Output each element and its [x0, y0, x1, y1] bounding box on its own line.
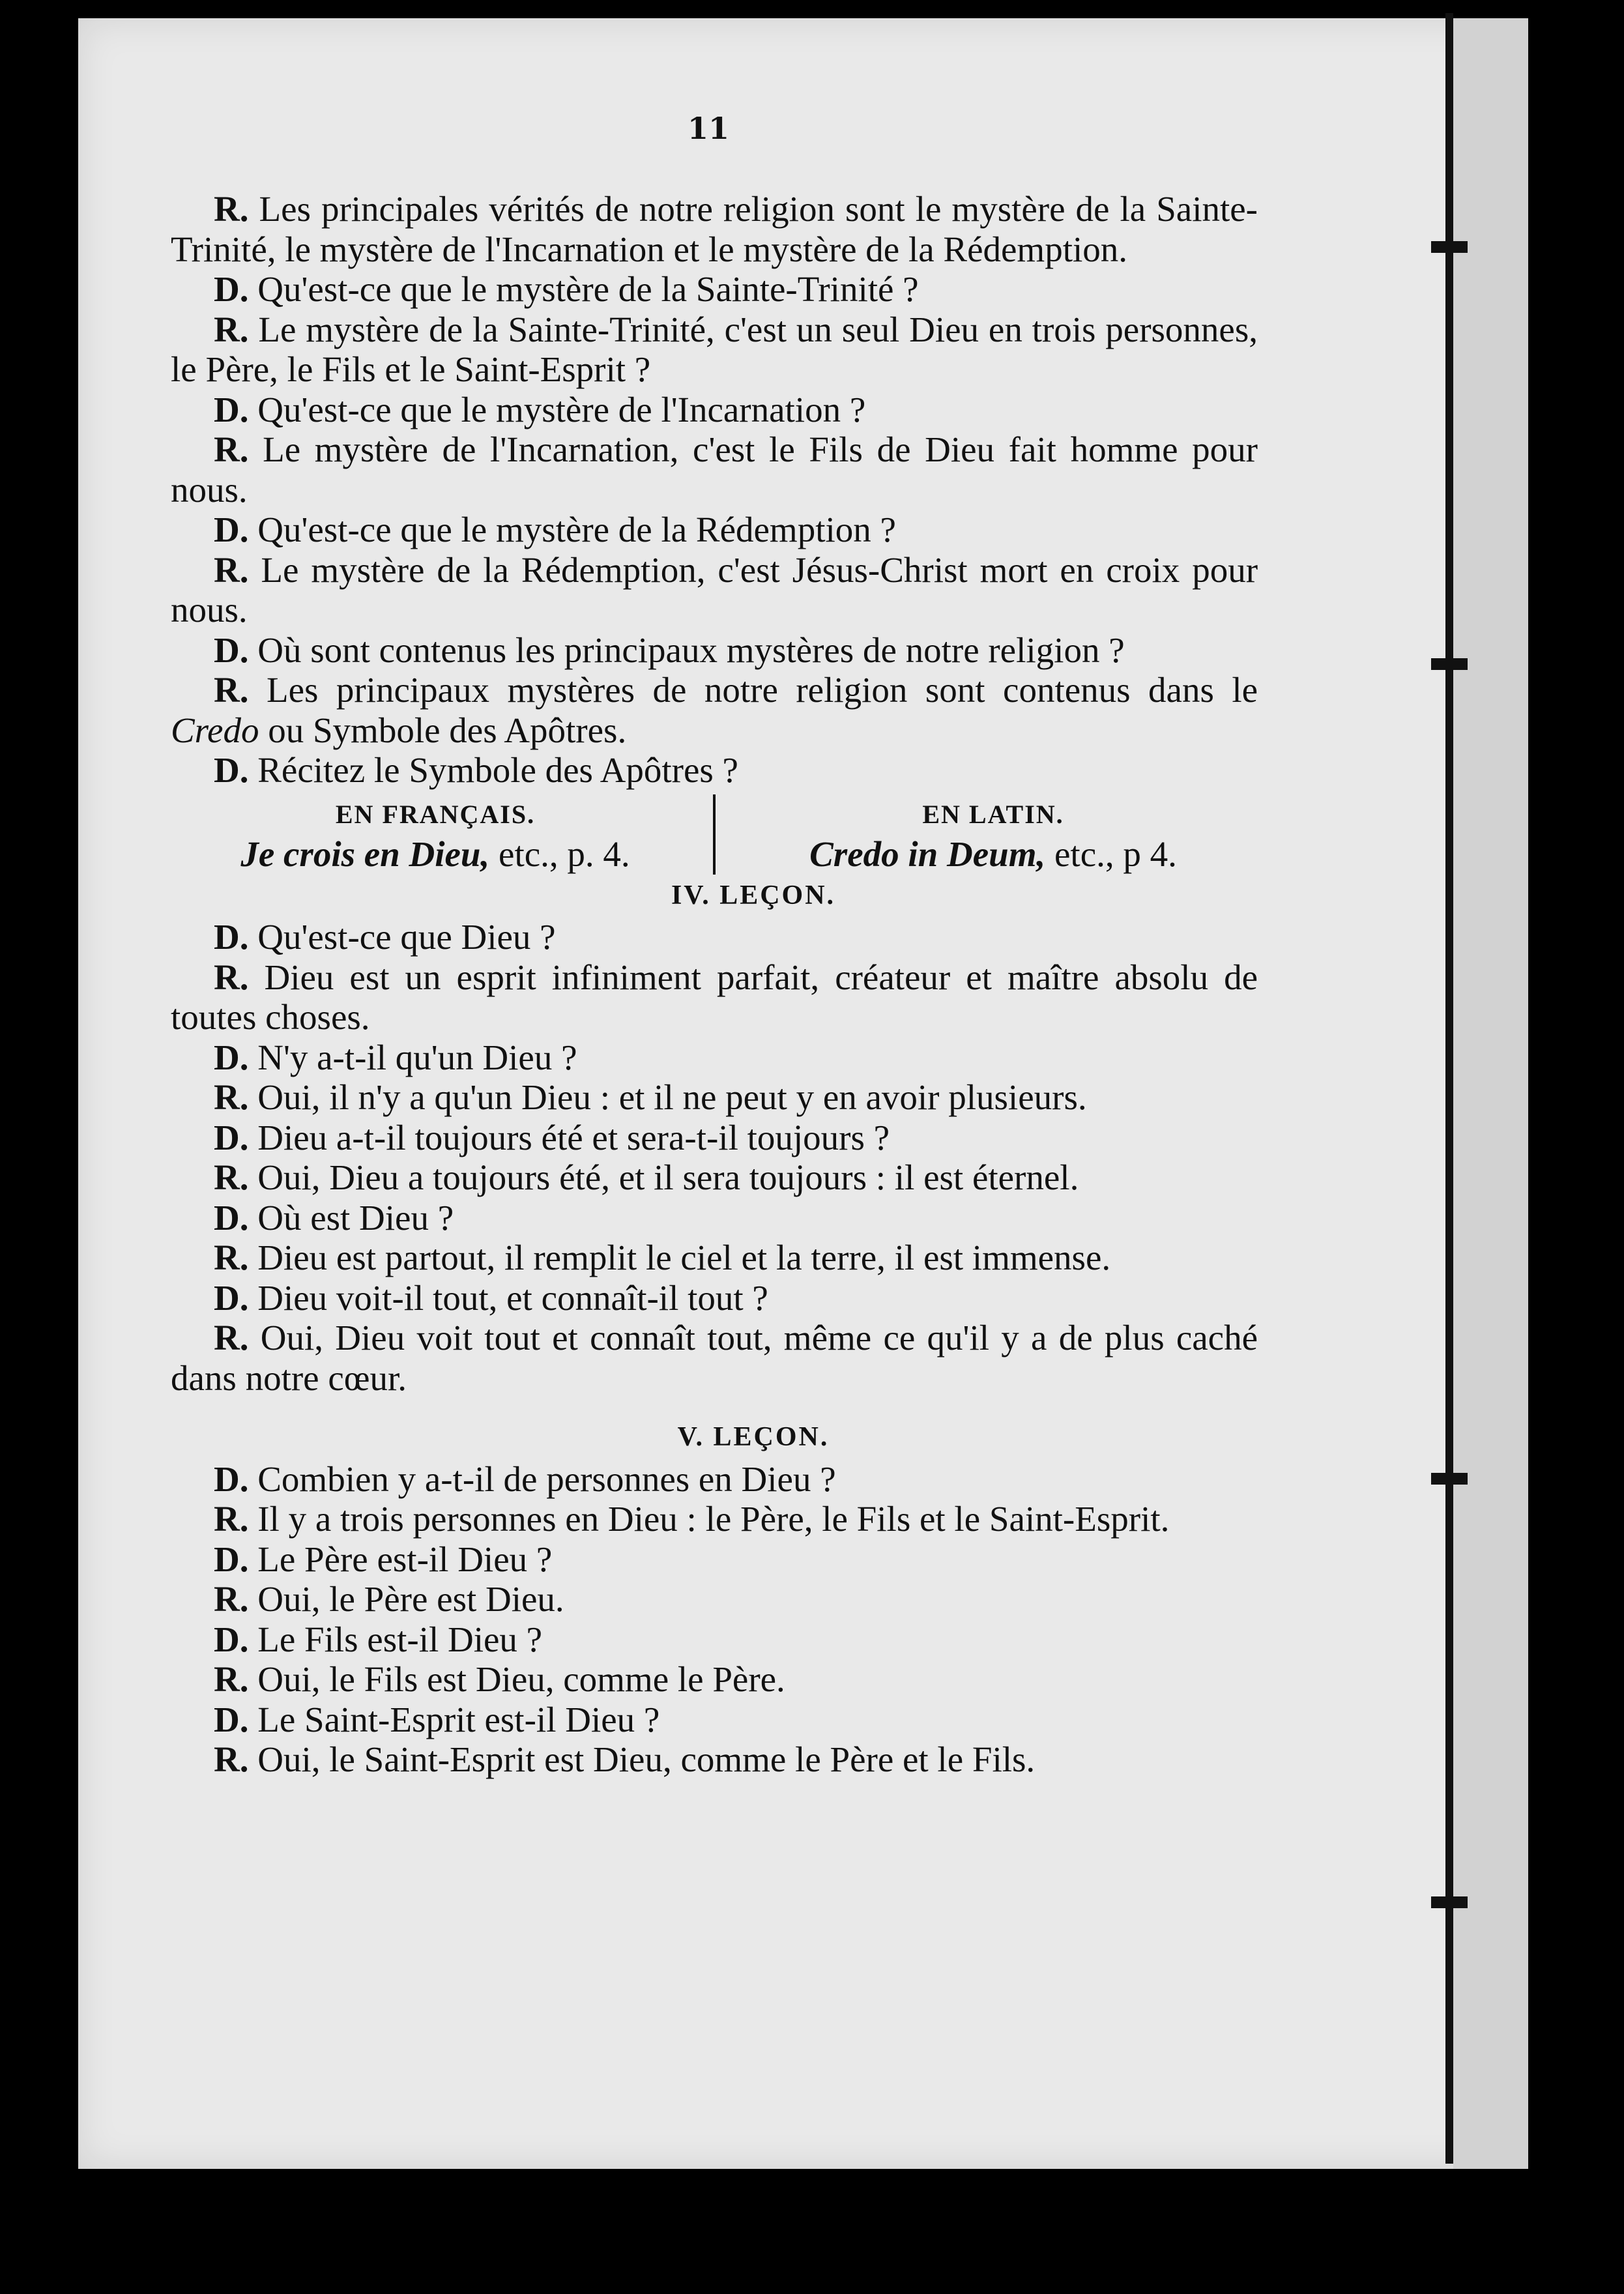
question: [171, 1038, 1258, 1078]
item-text: Le Fils est-il Dieu ?: [257, 1619, 543, 1659]
question-label: D.: [214, 1539, 249, 1579]
item-text: Il y a trois personnes en Dieu : le Père, le Fils et le Saint-Esprit.: [257, 1499, 1170, 1539]
question-label: D.: [214, 750, 249, 790]
question: [171, 1459, 1258, 1500]
binding-notch: [1431, 1473, 1468, 1485]
answer-label: R.: [214, 309, 249, 349]
question-label: D.: [214, 269, 249, 309]
question: [171, 1619, 1258, 1660]
question: [171, 1198, 1258, 1238]
lesson-4-title: IV. LEÇON.: [671, 880, 836, 910]
answer-label: R.: [214, 189, 249, 229]
answer: [171, 1157, 1258, 1198]
answer-label: R.: [214, 549, 249, 590]
item-text: Les principales vérités de notre religion sont le mystère de la Sainte-Trinité, le mystère de l'Incarnation et le mystère de la Rédemption.: [171, 189, 1258, 269]
item-text: Oui, le Saint-Esprit est Dieu, comme le Père et le Fils.: [257, 1739, 1036, 1779]
binding-notch: [1431, 1896, 1468, 1908]
column-latin: [716, 794, 1258, 875]
answer-label: R.: [214, 1739, 249, 1779]
answer-label: R.: [214, 1659, 249, 1699]
lesson-5-title: V. LEÇON.: [677, 1422, 830, 1452]
answer-label: R.: [214, 1579, 249, 1619]
question-label: D.: [214, 1277, 249, 1318]
questions-block-intro: [171, 189, 1258, 670]
answer: [171, 429, 1258, 510]
lesson-4-items: [171, 917, 1258, 1398]
answer-label: R.: [214, 670, 249, 710]
question-label: D.: [214, 630, 249, 670]
column-french: [171, 794, 716, 875]
credo-italic: Credo: [171, 710, 259, 750]
answer: [171, 957, 1258, 1038]
answer-label: R.: [214, 429, 249, 469]
credo-answer: R. Les principaux mystères de notre religion sont contenus dans le Credo ou Symbole des Apôtres.: [171, 670, 1258, 750]
question: [171, 917, 1258, 957]
question: [171, 390, 1258, 430]
question-label: D.: [214, 917, 249, 957]
page-number: 11: [688, 111, 730, 146]
question: [171, 1539, 1258, 1580]
item-text: Dieu est partout, il remplit le ciel et la terre, il est immense.: [257, 1238, 1111, 1277]
item-text: Dieu est un esprit infiniment parfait, créateur et maître absolu de toutes choses.: [171, 957, 1258, 1037]
item-text: Le mystère de la Sainte-Trinité, c'est un seul Dieu en trois personnes, le Père, le Fils et le Saint-Esprit ?: [171, 309, 1258, 389]
question: [171, 1118, 1258, 1158]
question: [171, 269, 1258, 310]
answer: [171, 189, 1258, 269]
column-latin-text: Credo in Deum, etc., p 4.: [809, 834, 1177, 874]
lesson-5-items: [171, 1459, 1258, 1780]
question-label: D.: [214, 1197, 249, 1238]
question: [171, 630, 1258, 671]
item-text: Combien y a-t-il de personnes en Dieu ?: [257, 1459, 836, 1499]
answer-label: R.: [214, 1238, 249, 1277]
item-text: Le Saint-Esprit est-il Dieu ?: [257, 1699, 660, 1739]
question-label: D.: [214, 389, 249, 429]
item-text: Dieu a-t-il toujours été et sera-t-il toujours ?: [257, 1117, 890, 1157]
item-text: Oui, il n'y a qu'un Dieu : et il ne peut y en avoir plusieurs.: [257, 1077, 1087, 1117]
item-text: Qu'est-ce que Dieu ?: [257, 917, 556, 957]
item-text: Qu'est-ce que le mystère de la Sainte-Trinité ?: [257, 269, 919, 309]
binding-notch: [1431, 241, 1468, 253]
answer: [171, 1318, 1258, 1398]
binding-notch: [1431, 658, 1468, 670]
catechism-text: [171, 189, 1258, 1780]
facing-page-edge: [1453, 18, 1528, 2169]
answer: [171, 1739, 1258, 1780]
answer-label: R.: [214, 1499, 249, 1539]
answer: [171, 550, 1258, 630]
item-text: Le mystère de l'Incarnation, c'est le Fils de Dieu fait homme pour nous.: [171, 429, 1258, 510]
item-text: Oui, Dieu a toujours été, et il sera toujours : il est éternel.: [257, 1157, 1079, 1197]
question-label: D.: [214, 1117, 249, 1157]
column-french-heading: EN FRANÇAIS.: [335, 799, 536, 829]
item-text: Le mystère de la Rédemption, c'est Jésus-Christ mort en croix pour nous.: [171, 549, 1258, 630]
item-text: Qu'est-ce que le mystère de la Rédemption ?: [257, 510, 896, 549]
column-french-text: Je crois en Dieu, etc., p. 4.: [240, 834, 630, 874]
bilingual-columns: [171, 794, 1258, 875]
answer-label: R.: [214, 1318, 249, 1358]
question-label: D.: [214, 1699, 249, 1739]
item-text: Où sont contenus les principaux mystères de notre religion ?: [257, 630, 1125, 670]
item-text: Qu'est-ce que le mystère de l'Incarnation ?: [257, 389, 866, 429]
answer: [171, 1659, 1258, 1700]
question: [171, 1700, 1258, 1740]
item-text: Oui, Dieu voit tout et connaît tout, même ce qu'il y a de plus caché dans notre cœur.: [171, 1318, 1258, 1398]
answer: [171, 310, 1258, 390]
item-text: Le Père est-il Dieu ?: [257, 1539, 553, 1579]
answer: [171, 1238, 1258, 1278]
question: [171, 510, 1258, 550]
answer-label: R.: [214, 1157, 249, 1197]
item-text: Dieu voit-il tout, et connaît-il tout ?: [257, 1277, 768, 1318]
item-text: Où est Dieu ?: [257, 1197, 454, 1238]
recite-question: D. Récitez le Symbole des Apôtres ?: [214, 750, 738, 790]
answer-label: R.: [214, 1077, 249, 1117]
question-label: D.: [214, 1619, 249, 1659]
answer: [171, 1077, 1258, 1118]
question-label: D.: [214, 510, 249, 549]
binding-spine: [1445, 13, 1453, 2164]
column-latin-heading: EN LATIN.: [922, 799, 1064, 829]
question-label: D.: [214, 1459, 249, 1499]
answer-label: R.: [214, 957, 249, 997]
answer: [171, 1499, 1258, 1539]
item-text: Oui, le Fils est Dieu, comme le Père.: [257, 1659, 785, 1699]
question-label: D.: [214, 1037, 249, 1077]
question: [171, 1278, 1258, 1318]
answer: [171, 1579, 1258, 1619]
item-text: N'y a-t-il qu'un Dieu ?: [257, 1037, 577, 1077]
item-text: Oui, le Père est Dieu.: [257, 1579, 564, 1619]
